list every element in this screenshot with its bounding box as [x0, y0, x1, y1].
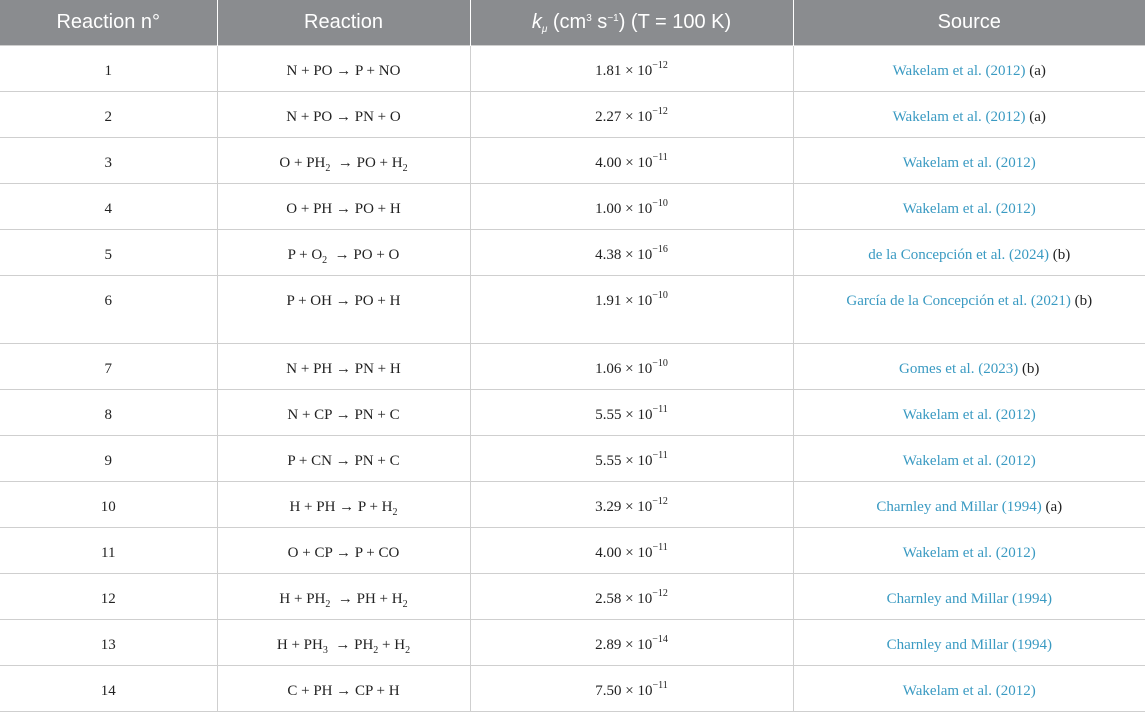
- header-reaction: Reaction: [217, 0, 470, 46]
- rate-coefficient-cell: [470, 276, 793, 344]
- rate-mantissa: 1.81 × 10: [595, 63, 653, 79]
- reaction-number-cell: 10: [0, 482, 217, 528]
- rate-mantissa: 1.00 × 10: [595, 201, 653, 217]
- rate-exponent: −16: [652, 244, 668, 255]
- source-link[interactable]: Charnley and Millar (1994): [886, 591, 1052, 607]
- table-row: [0, 344, 1145, 390]
- source-link[interactable]: de la Concepción et al. (2024): [868, 247, 1050, 263]
- table-row: [0, 482, 1145, 528]
- reaction-subscript: 2: [325, 599, 331, 610]
- rate-mantissa: 5.55 × 10: [595, 407, 653, 423]
- reaction-cell: [217, 92, 470, 138]
- source-cell: [793, 46, 1145, 92]
- rate-exponent: −11: [652, 404, 668, 415]
- source-link[interactable]: Wakelam et al. (2012): [892, 63, 1026, 79]
- reaction-text: N + PO → P + NO: [286, 63, 401, 79]
- rate-coefficient-cell: [470, 528, 793, 574]
- reaction-number-cell: 8: [0, 390, 217, 436]
- units-prefix: (cm: [547, 11, 587, 33]
- reaction-cell: [217, 276, 470, 344]
- rate-coefficient-cell: [470, 482, 793, 528]
- table-row: [0, 436, 1145, 482]
- source-link[interactable]: Wakelam et al. (2012): [902, 683, 1036, 699]
- rate-coefficient-cell: [470, 436, 793, 482]
- rate-exponent: −11: [652, 152, 668, 163]
- rate-exponent: −11: [652, 450, 668, 461]
- reaction-cell: [217, 344, 470, 390]
- reaction-number-cell: 1: [0, 46, 217, 92]
- reaction-cell: [217, 390, 470, 436]
- reaction-text: P + CN → PN + C: [287, 453, 400, 469]
- table-row: [0, 528, 1145, 574]
- rate-exponent: −12: [652, 496, 668, 507]
- reaction-number-cell: 5: [0, 230, 217, 276]
- k-subscript: μ: [541, 24, 548, 35]
- reaction-cell: [217, 184, 470, 230]
- header-rate-coefficient: [470, 0, 793, 46]
- source-cell: [793, 666, 1145, 712]
- rate-mantissa: 1.06 × 10: [595, 361, 653, 377]
- source-cell: [793, 92, 1145, 138]
- rate-mantissa: 4.00 × 10: [595, 155, 653, 171]
- rate-exponent: −12: [652, 106, 668, 117]
- source-note: (a): [1045, 499, 1063, 515]
- header-row: [0, 0, 1145, 46]
- table-row: [0, 620, 1145, 666]
- reaction-cell: [217, 666, 470, 712]
- reaction-number-cell: 7: [0, 344, 217, 390]
- header-source: Source: [793, 0, 1145, 46]
- reaction-subscript: 2: [325, 163, 331, 174]
- source-note: (b): [1052, 247, 1071, 263]
- source-link[interactable]: Wakelam et al. (2012): [902, 545, 1036, 561]
- source-link[interactable]: Wakelam et al. (2012): [902, 201, 1036, 217]
- reaction-subscript: 2: [402, 163, 408, 174]
- source-note: (b): [1074, 293, 1093, 309]
- reaction-cell: [217, 436, 470, 482]
- source-note: (a): [1029, 109, 1046, 125]
- source-note: (b): [1021, 361, 1040, 377]
- rate-coefficient-cell: [470, 230, 793, 276]
- reaction-text: N + PO → PN + O: [286, 109, 401, 125]
- reaction-cell: [217, 620, 470, 666]
- rate-coefficient-cell: [470, 344, 793, 390]
- rate-mantissa: 7.50 × 10: [595, 683, 653, 699]
- table-row: [0, 390, 1145, 436]
- table-body: [0, 46, 1145, 712]
- rate-exponent: −12: [652, 588, 668, 599]
- reaction-number-cell: 4: [0, 184, 217, 230]
- reaction-text: O + CP → P + CO: [287, 545, 400, 561]
- reaction-text: → PO + H: [330, 155, 403, 171]
- table-row: [0, 574, 1145, 620]
- rate-exponent: −12: [652, 60, 668, 71]
- k-symbol: k: [531, 11, 542, 33]
- source-cell: [793, 276, 1145, 344]
- source-cell: [793, 138, 1145, 184]
- source-link[interactable]: Charnley and Millar (1994): [876, 499, 1042, 515]
- reaction-text: → PO + O: [327, 247, 400, 263]
- rate-exponent: −10: [652, 198, 668, 209]
- table-row: [0, 184, 1145, 230]
- reaction-text: N + CP → PN + C: [287, 407, 400, 423]
- rate-mantissa: 1.91 × 10: [595, 293, 653, 309]
- table-row: [0, 138, 1145, 184]
- source-cell: [793, 528, 1145, 574]
- rate-coefficient-cell: [470, 574, 793, 620]
- reaction-number-cell: 11: [0, 528, 217, 574]
- source-note: (a): [1029, 63, 1046, 79]
- units-exp2: −1: [607, 13, 619, 24]
- rate-exponent: −10: [652, 290, 668, 301]
- table-row: [0, 230, 1145, 276]
- reaction-subscript: 3: [322, 645, 328, 656]
- reaction-cell: [217, 574, 470, 620]
- rate-mantissa: 4.38 × 10: [595, 247, 653, 263]
- reaction-cell: [217, 230, 470, 276]
- reaction-number-cell: 6: [0, 276, 217, 344]
- source-link[interactable]: García de la Concepción et al. (2021): [846, 293, 1071, 309]
- rate-mantissa: 4.00 × 10: [595, 545, 653, 561]
- reaction-cell: [217, 138, 470, 184]
- rate-exponent: −11: [652, 680, 668, 691]
- rate-mantissa: 2.89 × 10: [595, 637, 653, 653]
- source-link[interactable]: Charnley and Millar (1994): [886, 637, 1052, 653]
- reaction-number-cell: 12: [0, 574, 217, 620]
- rate-mantissa: 2.58 × 10: [595, 591, 653, 607]
- source-link[interactable]: Gomes et al. (2023): [899, 361, 1019, 377]
- reaction-text: H + PH: [279, 591, 326, 607]
- rate-exponent: −10: [652, 358, 668, 369]
- reaction-cell: [217, 482, 470, 528]
- table-row: [0, 92, 1145, 138]
- reaction-number-cell: 3: [0, 138, 217, 184]
- rate-exponent: −14: [652, 634, 668, 645]
- reaction-text: O + PH: [279, 155, 326, 171]
- reaction-cell: [217, 46, 470, 92]
- rate-coefficient-cell: [470, 92, 793, 138]
- reaction-text: P + O: [287, 247, 323, 263]
- table-row: [0, 276, 1145, 344]
- table-row: [0, 46, 1145, 92]
- source-cell: [793, 390, 1145, 436]
- reaction-text: N + PH → PN + H: [286, 361, 401, 377]
- source-link[interactable]: Wakelam et al. (2012): [902, 155, 1036, 171]
- source-link[interactable]: Wakelam et al. (2012): [902, 453, 1036, 469]
- reaction-text: → PH + H: [330, 591, 403, 607]
- reaction-text: H + PH → P + H: [289, 499, 393, 515]
- reaction-text: C + PH → CP + H: [287, 683, 400, 699]
- source-cell: [793, 436, 1145, 482]
- rate-coefficient-cell: [470, 390, 793, 436]
- rate-coefficient-cell: [470, 620, 793, 666]
- source-cell: [793, 482, 1145, 528]
- rate-mantissa: 5.55 × 10: [595, 453, 653, 469]
- reaction-number-cell: 13: [0, 620, 217, 666]
- source-cell: [793, 184, 1145, 230]
- reaction-number-cell: 14: [0, 666, 217, 712]
- reaction-subscript: 2: [373, 645, 379, 656]
- rate-coefficient-cell: [470, 46, 793, 92]
- table-row: [0, 666, 1145, 712]
- source-cell: [793, 620, 1145, 666]
- rate-mantissa: 3.29 × 10: [595, 499, 653, 515]
- source-link[interactable]: Wakelam et al. (2012): [892, 109, 1026, 125]
- units-exp1: 3: [586, 13, 592, 24]
- header-reaction-number: Reaction n°: [0, 0, 217, 46]
- reaction-number-cell: 2: [0, 92, 217, 138]
- reaction-text: O + PH → PO + H: [286, 201, 401, 217]
- units-mid: s: [591, 11, 608, 33]
- reaction-subscript: 2: [392, 507, 398, 518]
- units-suffix: ) (T = 100 K): [618, 11, 732, 33]
- rate-coefficient-cell: [470, 138, 793, 184]
- reaction-text: + H: [378, 637, 406, 653]
- rate-coefficient-cell: [470, 666, 793, 712]
- reaction-subscript: 2: [402, 599, 408, 610]
- reaction-text: H + PH: [276, 637, 323, 653]
- reaction-subscript: 2: [405, 645, 411, 656]
- source-cell: [793, 344, 1145, 390]
- reaction-text: → PH: [327, 637, 374, 653]
- source-link[interactable]: Wakelam et al. (2012): [902, 407, 1036, 423]
- source-cell: [793, 230, 1145, 276]
- rate-coefficient-cell: [470, 184, 793, 230]
- reaction-cell: [217, 528, 470, 574]
- rate-mantissa: 2.27 × 10: [595, 109, 653, 125]
- source-cell: [793, 574, 1145, 620]
- reaction-number-cell: 9: [0, 436, 217, 482]
- rate-exponent: −11: [652, 542, 668, 553]
- reaction-text: P + OH → PO + H: [286, 293, 401, 309]
- reaction-subscript: 2: [322, 255, 328, 266]
